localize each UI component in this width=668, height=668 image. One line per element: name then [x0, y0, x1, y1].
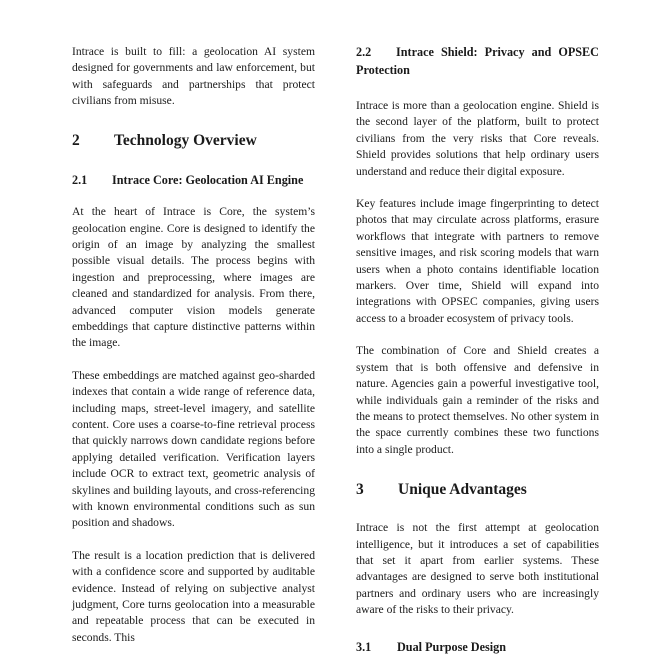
subsection-number: 3.1 — [356, 639, 372, 654]
subsection-title: Intrace Shield: Privacy and OPSEC Protection — [356, 45, 599, 77]
section-number: 3 — [356, 481, 364, 499]
section-2-heading — [72, 131, 315, 151]
subsection-title: Dual Purpose Design — [397, 639, 507, 654]
paragraph: Key features include image fingerprinting to detect photos that may circulate across platforms, erasure workflows that integrate with partners to remove sensitive images, and risk scoring models that warn users when a photo contains identifiable location markers. Over time, Shield will expand into integrations with OPSEC companies, giving users access to a broader ecosystem of privacy tools. — [356, 197, 599, 325]
subsection-title: Intrace Core: Geolocation AI Engine — [112, 172, 304, 187]
section-number: 2 — [72, 131, 80, 149]
subsection-number: 2.2 — [356, 45, 372, 59]
subsection-number: 2.1 — [72, 172, 88, 187]
right-column — [356, 44, 599, 668]
paragraph: These embeddings are matched against geo-sharded indexes that contain a wide range of reference data, including maps, street-level imagery, and satellite content. Core uses a coarse-to-fine retrieval process that quickly narrows down candidate regions before applying detailed verification. Verification layers include OCR to extract text, geometric analysis of skylines and building layouts, and cross-referencing with known environmental conditions such as sun position and shadows. — [72, 368, 315, 530]
paragraph: Intrace is not the first attempt at geolocation intelligence, but it introduces a set of capabilities that set it apart from earlier systems. These advantages are designed to serve both institutional partners and ordinary users who are increasingly aware of the risks to their privacy. — [356, 521, 599, 617]
section-title: Technology Overview — [114, 131, 257, 149]
subsection-3-1-heading — [356, 639, 599, 657]
subsection-2-2-heading — [356, 44, 599, 79]
section-title: Unique Advantages — [398, 481, 527, 499]
intro-paragraph: Intrace is built to fill: a geolocation AI system designed for governments and law enforcement, but with safeguards and partnerships that protect civilians from misuse. — [72, 45, 315, 108]
paragraph: Intrace is more than a geolocation engine. Shield is the second layer of the platform, built to protect civilians from the very risks that Core reveals. Shield provides solutions that help ordinary users understand and reduce their digital exposure. — [356, 99, 599, 178]
paragraph: The result is a location prediction that is delivered with a confidence score and supported by auditable evidence. Instead of relying on subjective analyst judgment, Core turns geolocation into a measurable and repeatable process that can be executed in seconds. This — [72, 548, 315, 644]
paragraph: The combination of Core and Shield creates a system that is both offensive and defensive in nature. Agencies gain a powerful investigative tool, while individuals gain a reminder of the risks and the means to protect themselves. No other system in the space currently combines these two functions into a single product. — [356, 344, 599, 456]
subsection-2-1-heading — [72, 172, 315, 190]
paragraph: At the heart of Intrace is Core, the system’s geolocation engine. Core is designed to identify the origin of an image by analyzing the smallest possible visual details. The process begins with ingestion and preprocessing, where images are cleaned and standardized for analysis. From there, advanced computer vision models generate embeddings that capture distinctive patterns within the image. — [72, 205, 315, 350]
left-column — [72, 44, 315, 662]
section-3-heading — [356, 480, 599, 500]
